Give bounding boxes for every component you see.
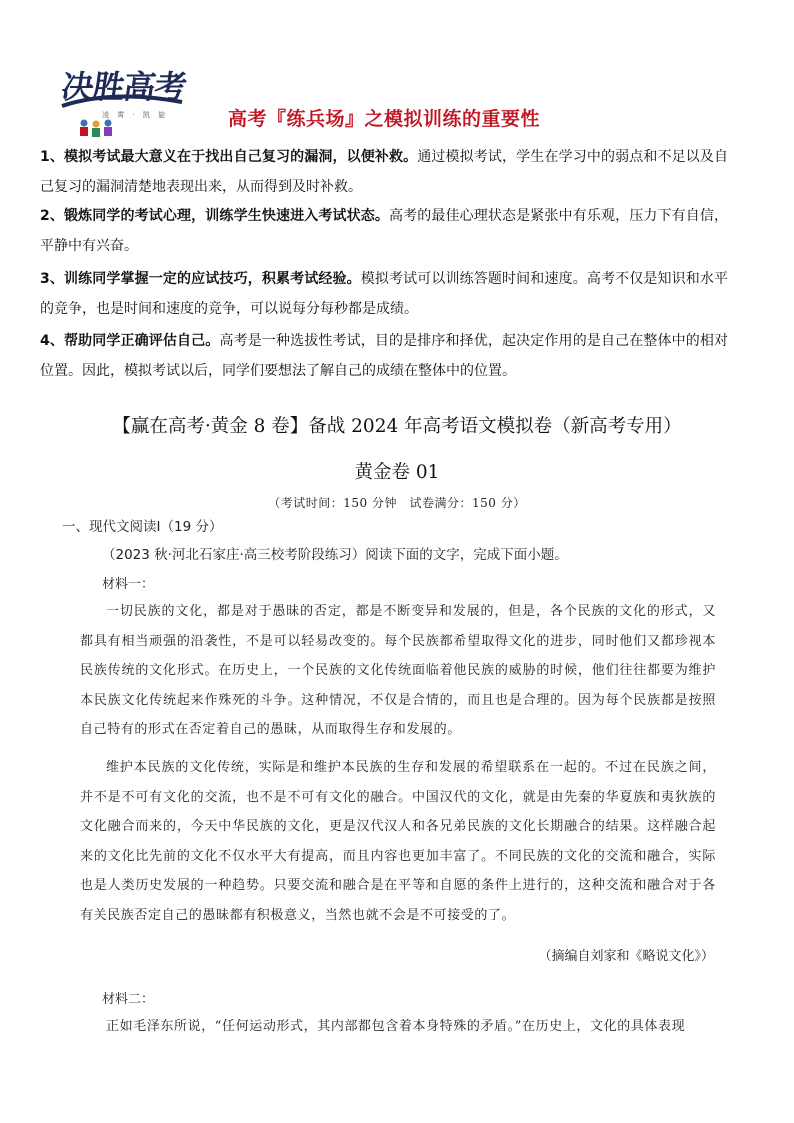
tip-4-bold: 4、帮助同学正确评估自己。 — [40, 333, 220, 349]
tip-4 — [40, 326, 728, 386]
brand-logo — [58, 62, 189, 140]
banner-title: 高考『练兵场』之模拟训练的重要性 — [228, 108, 541, 130]
tip-3-bold: 3、训练同学掌握一定的应试技巧，积累考试经验。 — [40, 271, 361, 287]
logo-swoosh-icon — [58, 92, 186, 112]
material-1-paragraph-1: 一切民族的文化，都是对于愚昧的否定，都是不断变异和发展的，但是，各个民族的文化的形式，又都具有相当顽强的沿袭性，不是可以轻易改变的。每个民族都希望取得文化的进步，同时他们又都珍视本民族传统的文化形式。在历史上，一个民族的文化传统面临着他民族的威胁的时候，他们往往都要为维护本民族文化传统起来作殊死的斗争。这种情况，不仅是合情的，而且也是合理的。因为每个民族都是按照自己特有的形式在否定着自己的愚昧，从而取得生存和发展的。 — [80, 604, 716, 737]
tip-3-text: 模拟考试可以训练答题时间和速度。高考不仅是知识和水平的竞争，也是时间和速度的竞争，可以说每分每秒都是成绩。 — [40, 271, 729, 317]
section-heading: 一、现代文阅读Ⅰ（19 分） — [62, 519, 223, 535]
tip-2-text: 高考的最佳心理状态是紧张中有乐观，压力下有自信，平静中有兴奋。 — [40, 208, 728, 254]
tip-4-text: 高考是一种选拔性考试，目的是排序和择优，起决定作用的是自己在整体中的相对位置。因此，模拟考试以后，同学们要想法了解自己的成绩在整体中的位置。 — [40, 333, 728, 379]
material-2-label: 材料二： — [102, 992, 155, 1007]
material-2-paragraph-1: 正如毛泽东所说，“任何运动形式，其内部都包含着本身特殊的矛盾。”在历史上，文化的具体表现 — [106, 1019, 686, 1034]
tip-3 — [40, 264, 728, 324]
question-source: （2023 秋·河北石家庄·高三校考阶段练习）阅读下面的文字，完成下面小题。 — [102, 547, 568, 563]
tip-2 — [40, 201, 728, 261]
exam-info: （考试时间：150 分钟 试卷满分：150 分） — [268, 496, 526, 510]
tip-1-text: 通过模拟考试，学生在学习中的弱点和不足以及自己复习的漏洞清楚地表现出来，从而得到及时补救。 — [40, 149, 728, 195]
exam-title: 【赢在高考·黄金 8 卷】备战 2024 年高考语文模拟卷（新高考专用） — [112, 416, 682, 437]
material-1-paragraph-2: 维护本民族的文化传统，实际是和维护本民族的生存和发展的希望联系在一起的。不过在民族之间，并不是不可有文化的交流，也不是不可有文化的融合。中国汉代的文化，就是由先秦的华夏族和夷狄族的文化融合而来的，今天中华民族的文化，更是汉代汉人和各兄弟民族的文化长期融合的结果。这样融合起来的文化比先前的文化不仅水平大有提高，而且内容也更加丰富了。不同民族的文化的交流和融合，实际也是人类历史发展的一种趋势。只要交流和融合是在平等和自愿的条件上进行的，这种交流和融合对于各有关民族否定自己的愚昧都有积极意义，当然也就不会是不可接受的了。 — [80, 760, 716, 923]
tip-1 — [40, 142, 728, 202]
tip-2-bold: 2、锻炼同学的考试心理，训练学生快速进入考试状态。 — [40, 208, 389, 224]
tip-1-bold: 1、模拟考试最大意义在于找出自己复习的漏洞，以便补救。 — [40, 149, 418, 165]
logo-wordmark: 决胜高考 — [59, 68, 189, 106]
logo-subtext: 凌 霄 · 凯 旋 — [102, 111, 169, 119]
exam-subtitle: 黄金卷 01 — [354, 462, 440, 483]
material-1-label: 材料一： — [102, 577, 155, 592]
students-icon — [76, 118, 116, 140]
material-1-attribution: （摘编自刘家和《略说文化》） — [538, 949, 714, 964]
